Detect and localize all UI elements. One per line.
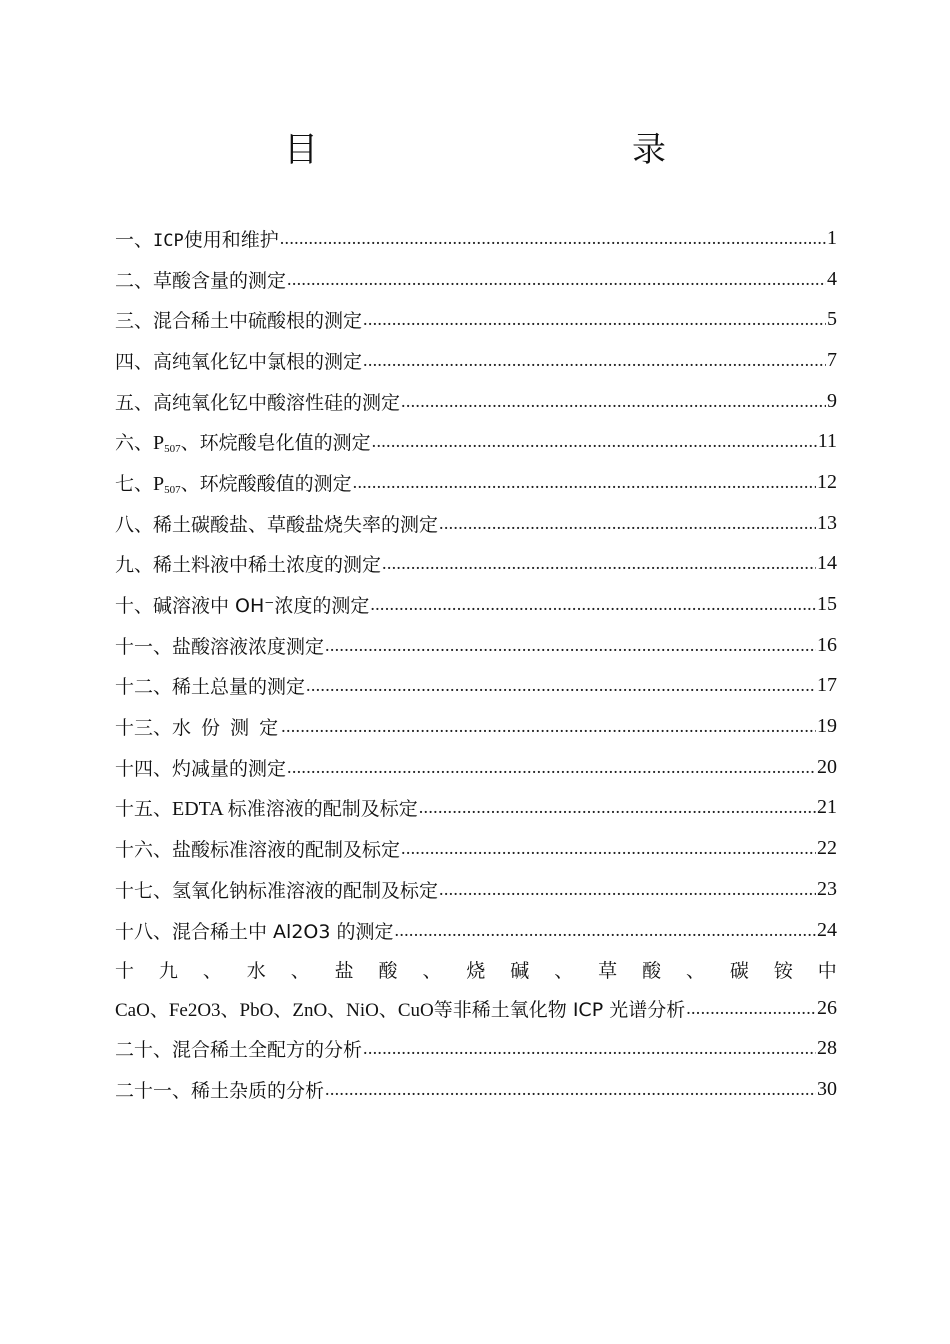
toc-entry-1[interactable] [115, 218, 837, 259]
toc-subscript: 507 [164, 483, 181, 496]
toc-latin: EDTA [172, 798, 224, 821]
page-number: 16 [817, 633, 837, 656]
toc-title: 、环烷酸皂化值的测定 [180, 432, 371, 455]
toc-number: 七、 [115, 472, 154, 495]
toc-latin: ICP [153, 230, 184, 251]
toc-title: 稀土料液中稀土浓度的测定 [153, 554, 382, 577]
toc-entry-17[interactable] [115, 869, 837, 910]
toc-entry-7[interactable] [115, 462, 837, 503]
toc-number: 九、 [115, 554, 154, 577]
leader-dots [372, 431, 817, 452]
page-number: 19 [817, 715, 837, 738]
leader-dots [363, 350, 826, 371]
toc-number: 十五、 [115, 798, 173, 821]
toc-number: 十二、 [115, 676, 173, 699]
toc-title: 等非稀土氧化物 ICP 光谱分析 [433, 998, 686, 1021]
toc-latin: P [153, 432, 165, 455]
page-number: 28 [817, 1037, 837, 1060]
toc-entry-19-char: 草 [598, 959, 618, 982]
leader-dots [395, 920, 816, 941]
toc-entry-19-char: 水 [246, 959, 266, 982]
toc-number: 一、 [115, 228, 154, 251]
toc-number: 十一、 [115, 635, 173, 658]
leader-dots [363, 1038, 816, 1059]
toc-number: 三、 [115, 310, 154, 333]
leader-dots [287, 269, 826, 290]
page-number: 17 [817, 674, 837, 697]
toc-number: 十六、 [115, 839, 173, 862]
toc-entry-19-char: 酸 [378, 959, 398, 982]
leader-dots [401, 391, 826, 412]
page-number: 15 [817, 593, 837, 616]
page-number: 13 [817, 511, 837, 534]
toc-title: 混合稀土中硫酸根的测定 [153, 310, 363, 333]
leader-dots [439, 513, 816, 534]
toc-entry-19-char: 、 [290, 959, 310, 982]
toc-number: 二十、 [115, 1039, 173, 1062]
toc-title: 碱溶液中 OH⁻浓度的测定 [153, 595, 370, 618]
toc-title: 氢氧化钠标准溶液的配制及标定 [172, 879, 439, 902]
toc-title: 灼减量的测定 [172, 757, 287, 780]
toc-title: 标准溶液的配制及标定 [227, 798, 418, 821]
toc-entry-19-char: 九 [158, 959, 178, 982]
toc-title: 盐酸标准溶液的配制及标定 [172, 839, 401, 862]
toc-entry-8[interactable] [115, 503, 837, 544]
page-number: 5 [827, 308, 837, 331]
page-number: 22 [817, 837, 837, 860]
toc-title: 混合稀土中 Al2O3 的测定 [172, 920, 394, 943]
toc-entry-19-char: 盐 [334, 959, 354, 982]
page-number: 9 [827, 389, 837, 412]
toc-number: 十四、 [115, 757, 173, 780]
toc-entry-19-char: 中 [817, 959, 837, 982]
toc-number: 六、 [115, 432, 154, 455]
toc-entry-19[interactable] [115, 950, 837, 1028]
toc-title: 使用和维护 [183, 228, 279, 251]
toc-entry-12[interactable] [115, 666, 837, 707]
toc-latin: P [153, 472, 165, 495]
toc-title: 水 份 测 定 [172, 717, 281, 740]
toc-entry-20[interactable] [115, 1028, 837, 1069]
toc-title: 、环烷酸酸值的测定 [180, 472, 352, 495]
toc-entry-19-char: 、 [554, 959, 574, 982]
toc-entry-14[interactable] [115, 747, 837, 788]
leader-dots [382, 553, 816, 574]
toc-number: 十八、 [115, 920, 173, 943]
toc-entry-10[interactable] [115, 584, 837, 625]
leader-dots [439, 879, 816, 900]
table-of-contents [115, 218, 837, 1110]
page-number: 30 [817, 1077, 837, 1100]
toc-title: 高纯氧化钇中氯根的测定 [153, 350, 363, 373]
toc-title: 草酸含量的测定 [153, 269, 287, 292]
leader-dots [325, 1079, 816, 1100]
page-number: 4 [827, 267, 837, 290]
toc-latin: CaO、Fe2O3、PbO、ZnO、NiO、CuO [115, 999, 434, 1021]
toc-entry-19-line2 [115, 988, 837, 1028]
leader-dots [325, 635, 816, 656]
leader-dots [363, 309, 826, 330]
toc-entry-19-char: 烧 [466, 959, 486, 982]
toc-entry-19-char: 铵 [773, 959, 793, 982]
page-number: 26 [817, 996, 837, 1019]
toc-subscript: 507 [164, 443, 181, 456]
leader-dots [401, 838, 816, 859]
toc-title: 稀土碳酸盐、草酸盐烧失率的测定 [153, 513, 439, 536]
page-number: 24 [817, 918, 837, 941]
toc-title: 混合稀土全配方的分析 [172, 1039, 363, 1062]
toc-entry-11[interactable] [115, 625, 837, 666]
toc-number: 五、 [115, 391, 154, 414]
toc-number: 十三、 [115, 717, 173, 740]
page-number: 1 [827, 226, 837, 249]
toc-entry-19-line1 [115, 950, 837, 988]
toc-entry-3[interactable] [115, 299, 837, 340]
toc-entry-19-char: 碱 [510, 959, 530, 982]
toc-number: 二、 [115, 269, 154, 292]
page-number: 20 [817, 755, 837, 778]
leader-dots [353, 472, 816, 493]
toc-entry-5[interactable] [115, 381, 837, 422]
toc-title: 稀土总量的测定 [172, 676, 306, 699]
toc-entry-9[interactable] [115, 544, 837, 585]
page-title: 目 录 [284, 130, 748, 170]
toc-entry-19-char: 、 [202, 959, 222, 982]
toc-entry-21[interactable] [115, 1069, 837, 1110]
toc-entry-19-char: 碳 [729, 959, 749, 982]
toc-entry-6[interactable] [115, 421, 837, 462]
toc-entry-4[interactable] [115, 340, 837, 381]
page-number: 11 [817, 430, 837, 453]
toc-number: 二十一、 [115, 1079, 192, 1102]
page-number: 7 [827, 348, 837, 371]
toc-entry-13[interactable] [115, 706, 837, 747]
leader-dots [370, 594, 816, 615]
leader-dots [419, 797, 816, 818]
toc-number: 十、 [115, 595, 154, 618]
toc-entry-19-char: 酸 [642, 959, 662, 982]
page-number: 12 [817, 470, 837, 493]
toc-number: 十七、 [115, 879, 173, 902]
toc-entry-18[interactable] [115, 910, 837, 951]
leader-dots [287, 757, 816, 778]
toc-entry-2[interactable] [115, 259, 837, 300]
leader-dots [281, 716, 816, 737]
toc-title: 稀土杂质的分析 [191, 1079, 325, 1102]
toc-entry-15[interactable] [115, 788, 837, 829]
toc-title: 高纯氧化钇中酸溶性硅的测定 [153, 391, 401, 414]
toc-title: 盐酸溶液浓度测定 [172, 635, 325, 658]
toc-entry-19-char: 、 [422, 959, 442, 982]
leader-dots [686, 998, 816, 1019]
page-number: 21 [817, 796, 837, 819]
toc-entry-19-char: 、 [685, 959, 705, 982]
toc-number: 八、 [115, 513, 154, 536]
leader-dots [280, 228, 826, 249]
toc-number: 四、 [115, 350, 154, 373]
toc-entry-19-char: 十 [115, 959, 135, 982]
page-number: 14 [817, 552, 837, 575]
leader-dots [306, 675, 816, 696]
toc-entry-16[interactable] [115, 828, 837, 869]
page-number: 23 [817, 877, 837, 900]
